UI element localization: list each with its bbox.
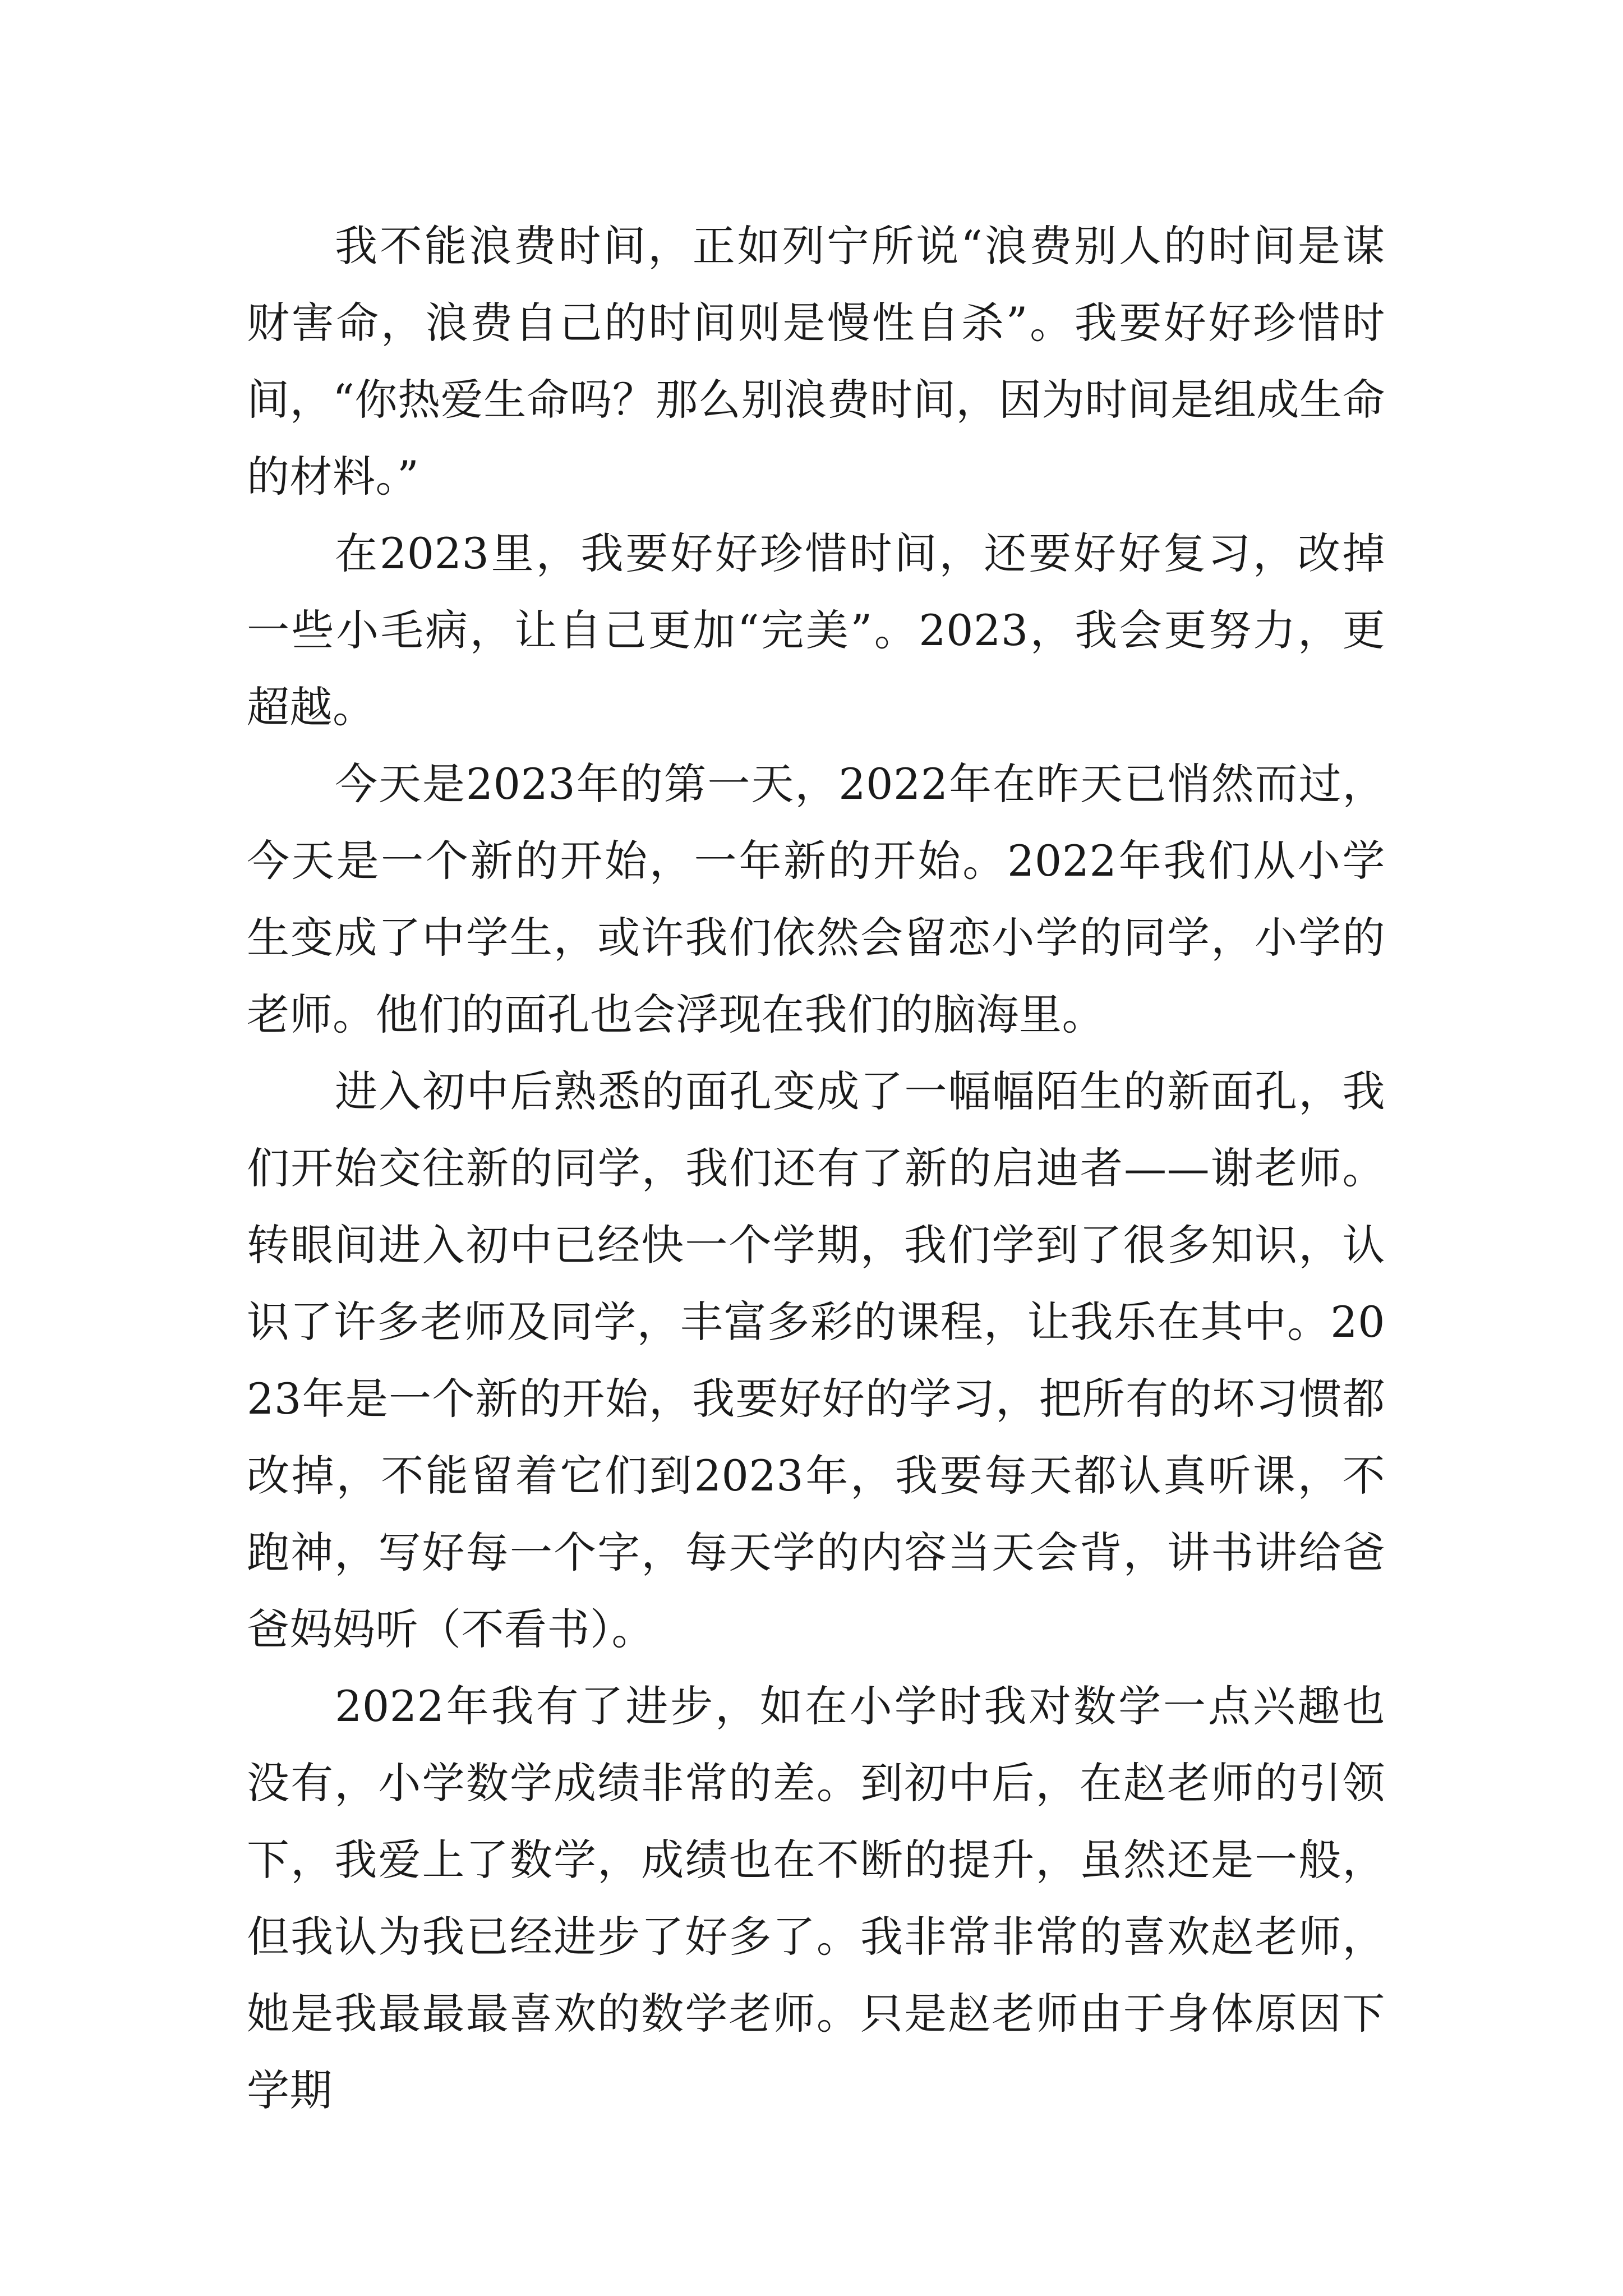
- paragraph-3: 今天是2023年的第一天，2022年在昨天已悄然而过，今天是一个新的开始，一年新的开始。2022年我们从小学生变成了中学生，或许我们依然会留恋小学的同学，小学的老师。他们的面孔也会浮现在我们的脑海里。: [247, 759, 1385, 1039]
- paragraph-5: 2022年我有了进步，如在小学时我对数学一点兴趣也没有，小学数学成绩非常的差。到初中后，在赵老师的引领下，我爱上了数学，成绩也在不断的提升，虽然还是一般，但我认为我已经进步了好多了。我非常非常的喜欢赵老师，她是我最最最喜欢的数学老师。只是赵老师由于身体原因下学期: [247, 1681, 1385, 2115]
- paragraph-2: 在2023里，我要好好珍惜时间，还要好好复习，改掉一些小毛病，让自己更加“完美”。2023，我会更努力，更超越。: [247, 528, 1385, 732]
- paragraph-4: 进入初中后熟悉的面孔变成了一幅幅陌生的新面孔，我们开始交往新的同学，我们还有了新的启迪者——谢老师。转眼间进入初中已经快一个学期，我们学到了很多知识，认识了许多老师及同学，丰富多彩的课程，让我乐在其中。2023年是一个新的开始，我要好好的学习，把所有的坏习惯都改掉，不能留着它们到2023年，我要每天都认真听课，不跑神，写好每一个字，每天学的内容当天会背，讲书讲给爸爸妈妈听（不看书）。: [247, 1066, 1385, 1654]
- paragraph-1: 我不能浪费时间，正如列宁所说“浪费别人的时间是谋财害命，浪费自己的时间则是慢性自杀”。我要好好珍惜时间，“你热爱生命吗？那么别浪费时间，因为时间是组成生命的材料。”: [247, 221, 1385, 501]
- document-body: [247, 208, 1385, 2129]
